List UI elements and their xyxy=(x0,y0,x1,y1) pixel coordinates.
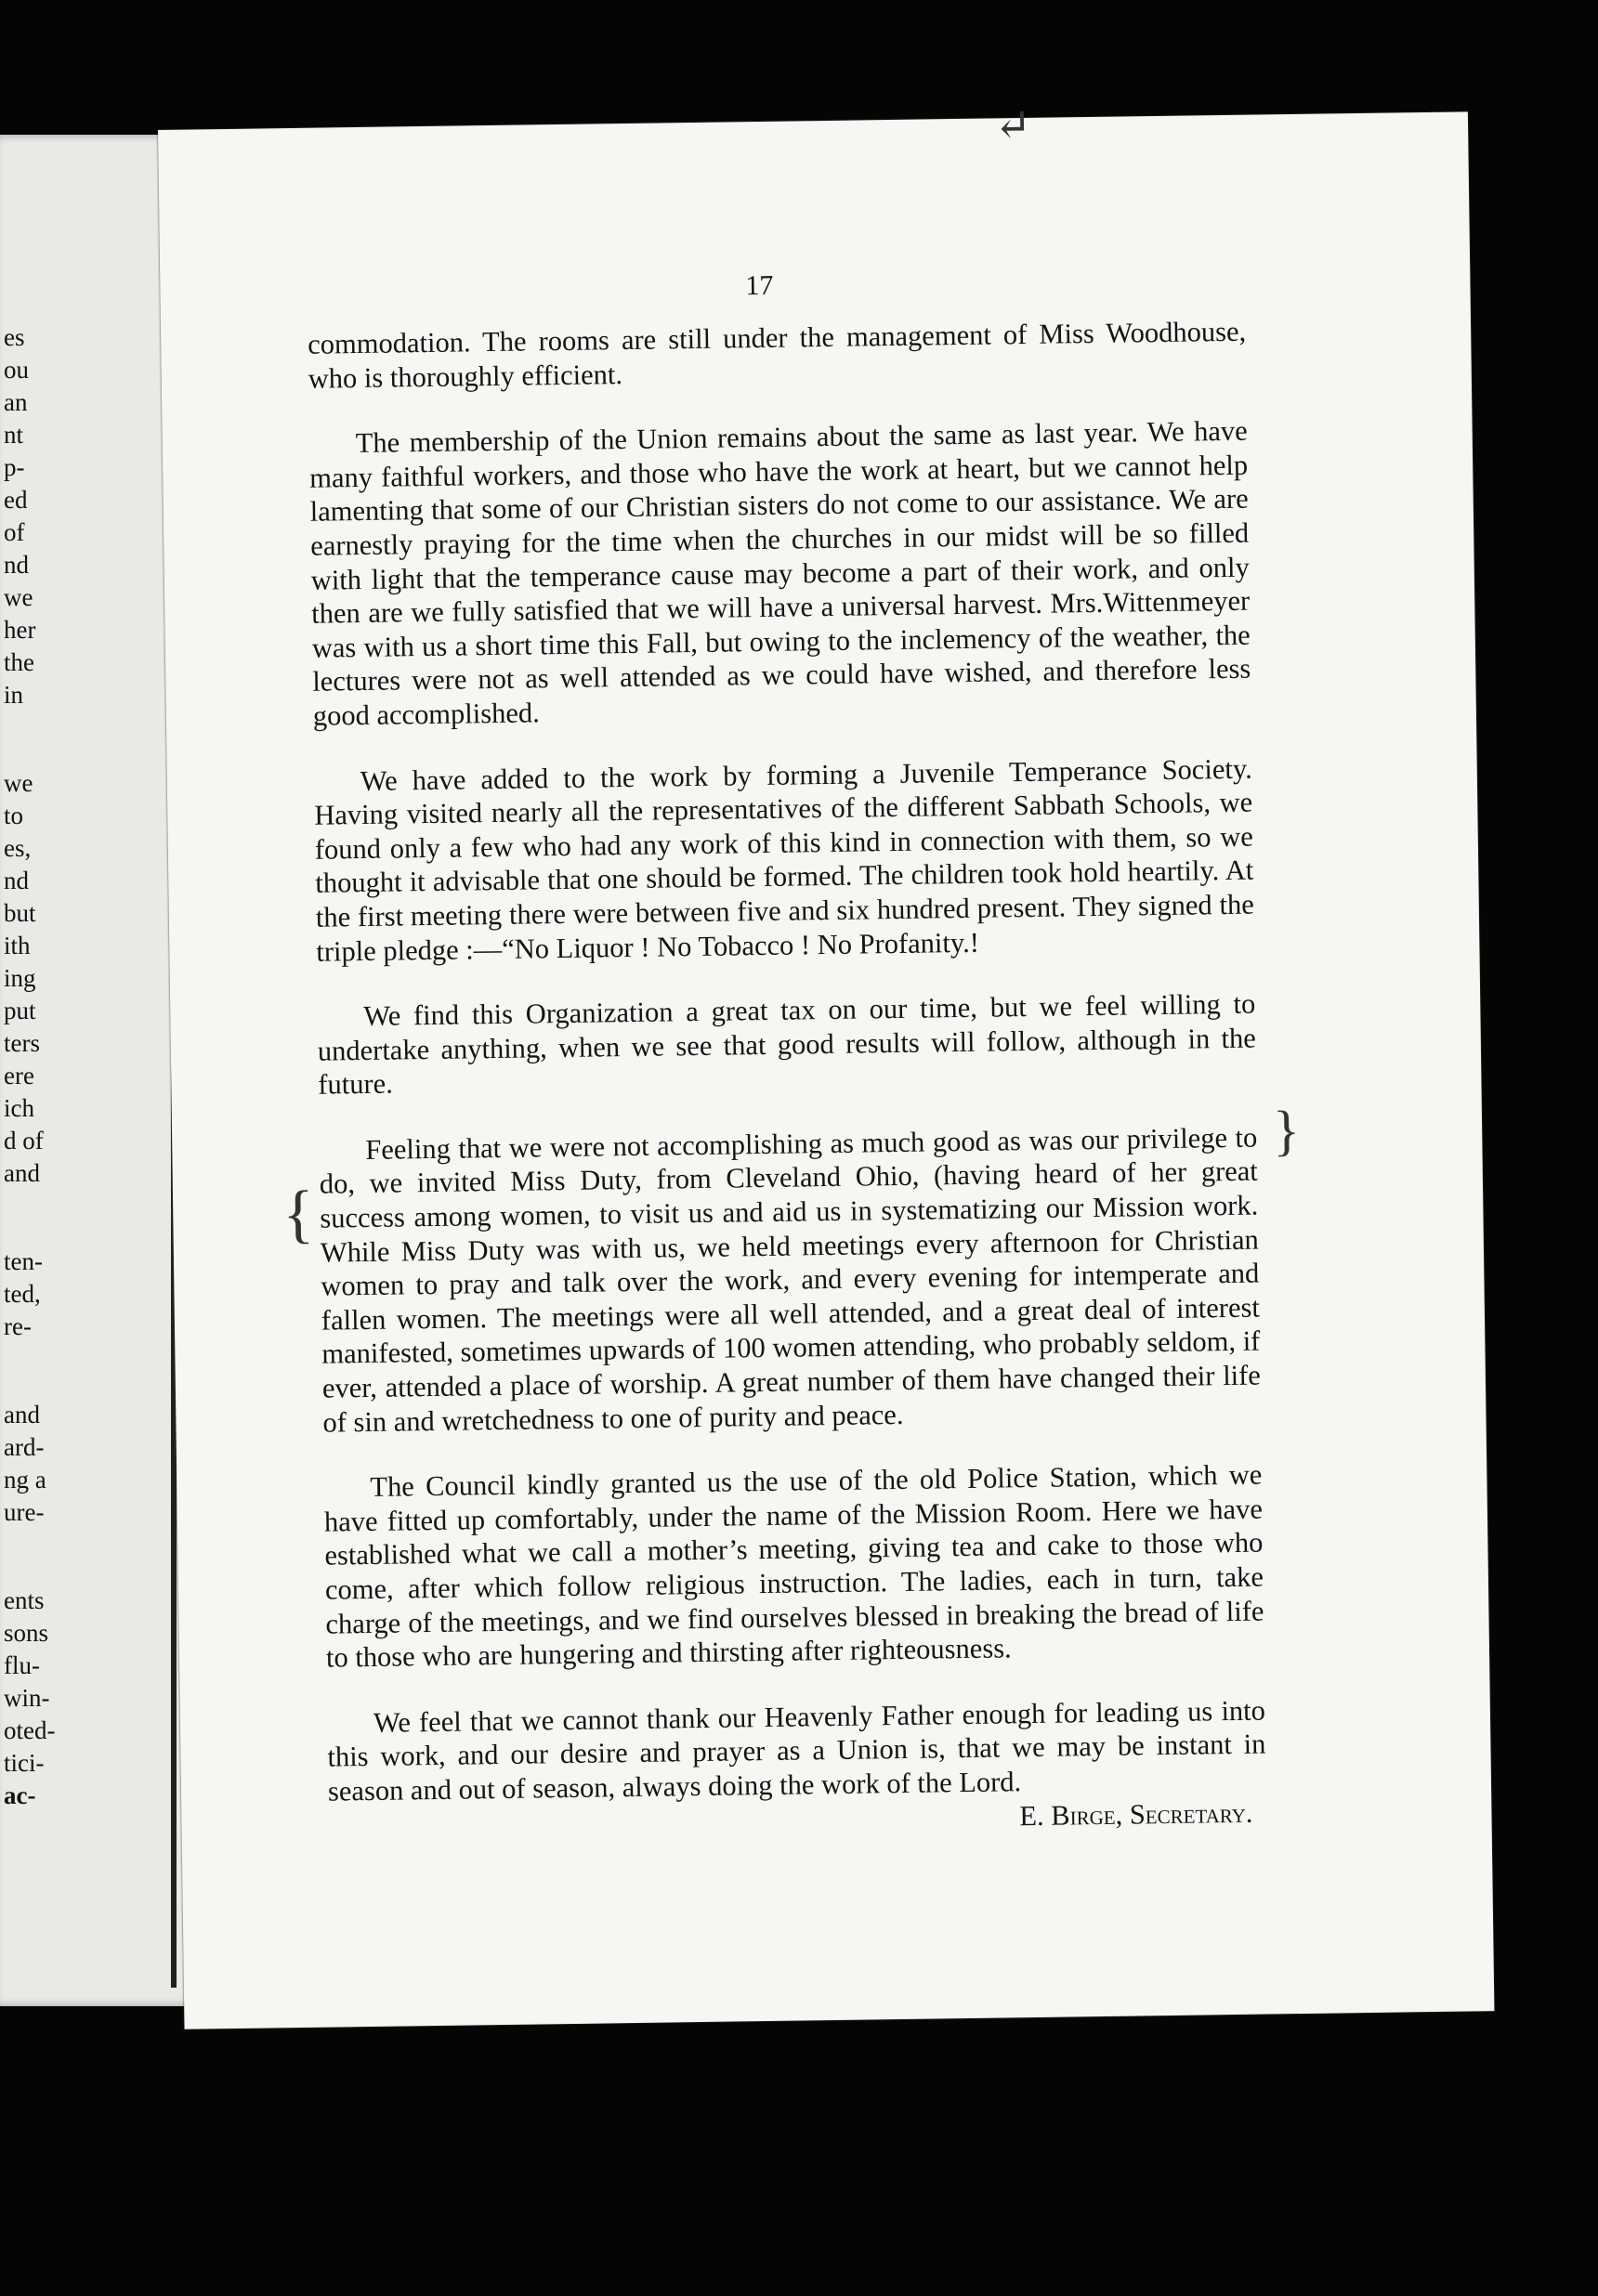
facing-page-fragment: ten- xyxy=(4,1247,43,1275)
margin-bracket-mark: { xyxy=(282,1178,315,1251)
facing-page-fragment: ac- xyxy=(4,1781,36,1809)
facing-page-fragment: flu- xyxy=(4,1651,40,1679)
facing-page-fragment: ere xyxy=(4,1062,34,1089)
document-page xyxy=(158,100,1494,2029)
facing-page-fragment: her xyxy=(4,616,36,644)
facing-page-fragment: ed xyxy=(4,486,28,514)
facing-page-fragment: to xyxy=(4,802,24,829)
paragraph-5: Feeling that we were not accomplishing as much good as was our privilege to do, we invited Miss Duty, from Cleveland Ohio, (having heard of her great success among women, to visit us and aid us in systematizing our Mission work. While Miss Duty was with us, we held meetings every afternoon for Christian women to pray and talk over the work, and every evening for intemperate and fallen women. The meetings were all well attended, and a great deal of interest manifested, sometimes upwards of 100 women attending, who probably seldom, if ever, attended a place of worship. A great number of them have changed their life of sin and wretchedness to one of purity and peace. xyxy=(319,1121,1262,1439)
facing-page-fragment: sons xyxy=(4,1619,49,1647)
paragraph-1: commodation. The rooms are still under the management of Miss Woodhouse, who is thoroughly efficient. xyxy=(308,315,1247,395)
facing-page-fragment: re- xyxy=(4,1312,32,1340)
facing-page-fragment: es xyxy=(4,323,25,351)
facing-page-fragment: but xyxy=(4,899,36,927)
facing-page-fragment: ters xyxy=(4,1029,40,1057)
facing-page-fragment: ich xyxy=(4,1094,34,1122)
facing-page-fragment: nd xyxy=(4,867,29,894)
facing-page-fragment: ing xyxy=(4,964,36,992)
page-number: 17 xyxy=(745,269,774,302)
facing-page-fragment: nt xyxy=(4,421,24,449)
paragraph-7: We feel that we cannot thank our Heavenly Father enough for leading us into this work, and our desire and prayer as a Union is, that we may be instant in season and out of season, always doing the work of the Lord. xyxy=(327,1694,1266,1807)
paragraph-6: The Council kindly granted us the use of the old Police Station, which we have fitted up comfortably, under the name of the Mission Room. Here we have established what we call a mother’s meeting, giving tea and cake to those who come, after which follow religious instruction. The ladies, each in turn, take charge of the meetings, and we find ourselves blessed in breaking the bread of life to those who are hungering and thirsting after righteousness. xyxy=(323,1458,1264,1674)
facing-page-fragment: an xyxy=(4,388,28,416)
paragraph-2: The membership of the Union remains about the same as last year. We have many faithful workers, and those who have the work at heart, but we cannot help lamenting that some of our Christian sisters do not come to our assistance. We are earnestly praying for the time when the churches in our midst will be so filled with light that the temperance cause may become a part of their work, and only then are we fully satisfied that we will have a universal harvest. Mrs.Wittenmeyer was with us a short time this Fall, but owing to the inclemency of the weather, the lectures were not as well attended as we could have wished, and therefore less good accomplished. xyxy=(309,414,1251,732)
facing-page-fragment: es, xyxy=(4,834,32,862)
facing-page-fragment: and xyxy=(4,1159,40,1187)
facing-page-fragment: ents xyxy=(4,1586,45,1614)
facing-page-fragment: the xyxy=(4,648,34,676)
facing-page-fragment: d of xyxy=(4,1127,44,1155)
facing-page-fragment: of xyxy=(4,518,25,546)
facing-page-fragment: win- xyxy=(4,1684,50,1712)
facing-page-fragment: and xyxy=(4,1401,40,1428)
facing-page-fragment: ith xyxy=(4,932,31,959)
facing-page-fragment: in xyxy=(4,681,24,709)
margin-bracket-mark: } xyxy=(1272,1099,1301,1162)
facing-page-fragment: we xyxy=(4,769,33,797)
facing-page-fragment: nd xyxy=(4,551,29,579)
facing-page-fragment: tici- xyxy=(4,1749,45,1777)
facing-page-fragment: ard- xyxy=(4,1433,45,1461)
facing-page-fragment: ure- xyxy=(4,1498,45,1526)
facing-page-fragment: ted, xyxy=(4,1280,41,1308)
pencil-mark: ↵ xyxy=(993,100,1032,151)
facing-page-fragment: p- xyxy=(4,453,25,481)
facing-page-fragment: we xyxy=(4,583,33,611)
paragraph-3: We have added to the work by forming a Juvenile Temperance Society. Having visited nearly all the representatives of the different Sabbath Schools, we found only a few who had any work of this kind in connection with them, so we thought it advisable that one should be formed. The children took hold heartily. At the first meeting there were between five and six hundred present. They signed the triple pledge :—“No Liquor ! No Tobacco ! No Profanity.! xyxy=(314,752,1254,968)
facing-page-fragment: ng a xyxy=(4,1466,46,1494)
signature: E. Birge, Secretary. xyxy=(1019,1796,1253,1832)
facing-page-fragment: oted- xyxy=(4,1716,56,1744)
paragraph-4: We find this Organization a great tax on our time, but we feel willing to undertake anything, when we see that good results will follow, although in the future. xyxy=(317,987,1256,1101)
facing-page-fragment: ou xyxy=(4,356,29,384)
facing-page-fragment: put xyxy=(4,997,36,1024)
body-text xyxy=(308,315,1267,1843)
